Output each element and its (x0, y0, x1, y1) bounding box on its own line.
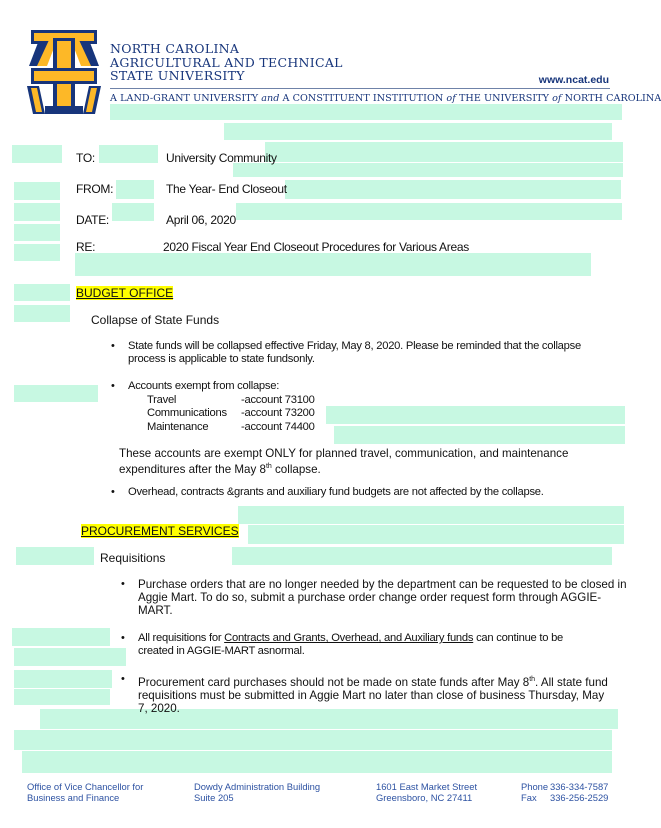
procurement-bullet-1: Purchase orders that are no longer needed by the department can be requested to be closed in Aggie Mart. To do so, submit a purchase order change order request form through AGGIE- MART. (138, 578, 627, 618)
account-name: Communications (147, 407, 227, 419)
to-value: University Community (166, 151, 277, 165)
bullet-icon: • (111, 340, 115, 352)
procurement-subtitle: Requisitions (100, 551, 166, 565)
highlight-block (12, 628, 110, 646)
highlight-block (12, 145, 62, 163)
account-name: Maintenance (147, 421, 209, 433)
funds-link[interactable]: Contracts and Grants, Overhead, and Auxiliary funds (224, 632, 474, 644)
highlight-block (232, 547, 612, 565)
aggie-logo (27, 28, 101, 116)
highlight-block (112, 203, 154, 221)
bullet-icon: • (111, 486, 115, 498)
university-url[interactable]: www.ncat.edu (538, 74, 609, 86)
header-rule (110, 88, 610, 89)
highlight-block (236, 203, 622, 220)
highlight-block (14, 244, 60, 261)
from-label: FROM: (76, 182, 114, 196)
account-code: -account 74400 (241, 421, 315, 433)
highlight-block (14, 284, 70, 301)
highlight-block (14, 203, 60, 221)
highlight-block (14, 182, 60, 200)
highlight-block (22, 751, 612, 773)
budget-subtitle: Collapse of State Funds (91, 313, 220, 327)
highlight-block (14, 670, 112, 688)
university-name: NORTH CAROLINA AGRICULTURAL AND TECHNICAL STATE UNIVERSITY (110, 41, 343, 84)
highlight-block (248, 525, 624, 544)
budget-bullet-1: State funds will be collapsed effective Friday, May 8, 2020. Please be reminded that the collapse process is applicable to state fundsonly. (128, 340, 581, 366)
highlight-block (14, 730, 612, 750)
highlight-block (14, 224, 60, 241)
account-code: -account 73100 (241, 394, 315, 406)
procurement-bullet-3: Procurement card purchases should not be made on state funds after May 8th. All state fund requisitions must be submitted in Aggie Mart no later than close of business Thursday, May 7, 2020. (138, 675, 608, 716)
bullet-icon: • (121, 632, 125, 644)
highlight-block (14, 648, 126, 666)
bullet-icon: • (111, 380, 115, 392)
highlight-block (233, 163, 623, 177)
account-name: Travel (147, 394, 177, 406)
date-value: April 06, 2020 (166, 213, 236, 227)
bullet-icon: • (121, 673, 125, 685)
account-code: -account 73200 (241, 407, 315, 419)
highlight-block (224, 123, 612, 140)
exempt-note: These accounts are exempt ONLY for planned travel, communication, and maintenance expenditures after the May 8th collapse. (119, 447, 569, 477)
highlight-block (14, 385, 98, 402)
tagline: A LAND-GRANT UNIVERSITY and A CONSTITUENT INSTITUTION of THE UNIVERSITY of NORTH CAROLINA (110, 93, 661, 104)
fax-number: 336-256-2529 (550, 791, 609, 803)
date-label: DATE: (76, 213, 109, 227)
re-value: 2020 Fiscal Year End Closeout Procedures for Various Areas (163, 240, 469, 254)
highlight-block (326, 406, 625, 424)
highlight-block (334, 426, 625, 444)
highlight-block (238, 506, 624, 524)
highlight-block (14, 689, 110, 705)
highlight-block (265, 142, 623, 162)
procurement-heading: PROCUREMENT SERVICES (81, 524, 239, 538)
budget-bullet-2: Accounts exempt from collapse: (128, 380, 280, 392)
budget-office-heading: BUDGET OFFICE (76, 286, 174, 300)
footer-building: Dowdy Administration Building Suite 205 (194, 781, 321, 803)
bullet-icon: • (121, 578, 125, 590)
from-value: The Year- End Closeout (166, 182, 287, 196)
footer-address: 1601 East Market Street Greensboro, NC 27411 (376, 781, 478, 803)
highlight-block (75, 253, 591, 276)
procurement-bullet-2: All requisitions for Contracts and Grants, Overhead, and Auxiliary funds can continue to be created in AGGIE-MART asnormal. (138, 632, 564, 658)
highlight-block (110, 104, 622, 120)
footer-office: Office of Vice Chancellor for Business and Finance (27, 781, 144, 803)
highlight-block (116, 180, 154, 199)
re-label: RE: (76, 240, 96, 254)
highlight-block (14, 305, 70, 322)
to-label: TO: (76, 151, 95, 165)
highlight-block (16, 547, 94, 565)
highlight-block (99, 145, 158, 163)
budget-bullet-3: Overhead, contracts &grants and auxiliary fund budgets are not affected by the collapse. (128, 486, 544, 498)
footer-contact: Phone 336-334-7587 Fax 336-256-2529 (521, 781, 609, 803)
phone-number[interactable]: 336-334-7587 (550, 781, 609, 792)
highlight-block (285, 180, 621, 199)
